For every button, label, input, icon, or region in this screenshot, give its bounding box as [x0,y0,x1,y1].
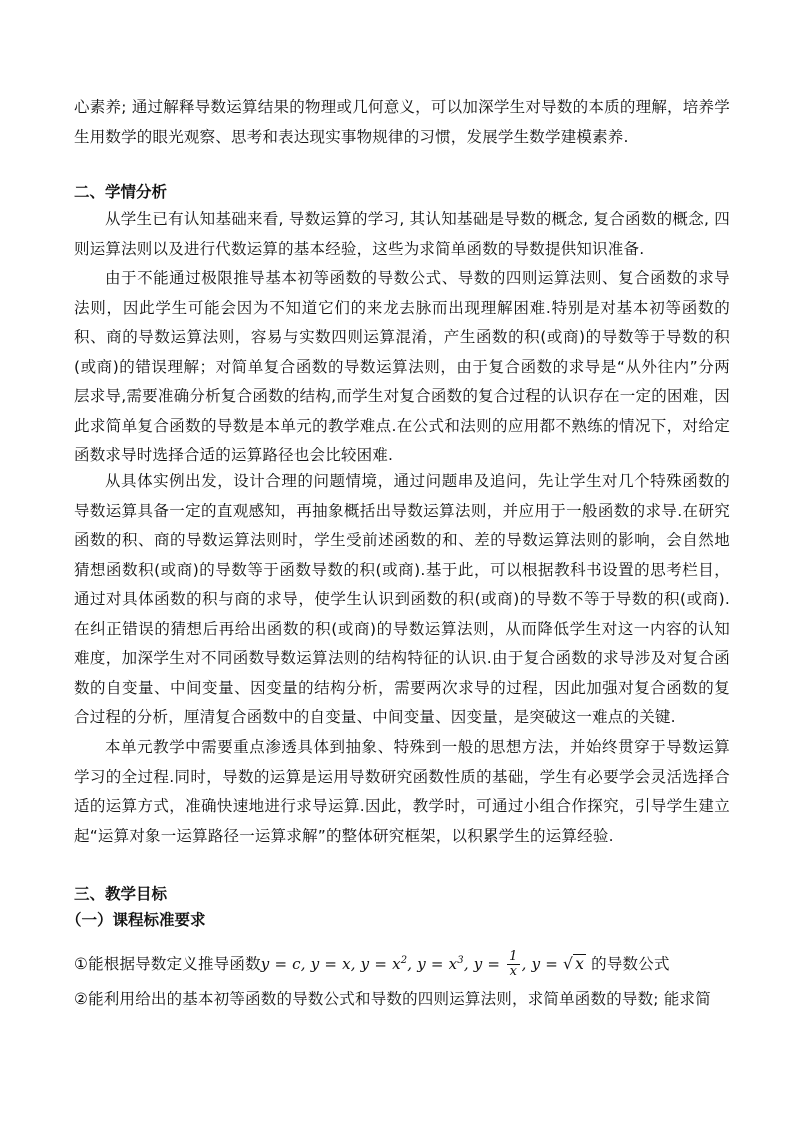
formula-part-4: , y = [521,955,563,973]
goal-item-2: ②能利用给出的基本初等函数的导数公式和导数的四则运算法则，求简单函数的导数; 能求简 [74,990,711,1008]
goal-item-1 [74,944,730,981]
paragraph-analysis-4: 本单元教学中需要重点渗透具体到抽象、特殊到一般的思想方法，并始终贯穿于导数运算学习的全过程.同时，导数的运算是运用导数研究函数性质的基础，学生有必要学会灵活选择合适的运算方式，准确快速地进行求导运算.因此，教学时，可通过小组合作探究，引导学生建立起“运算对象一运算路径一运算求解”的整体研究框架，以积累学生的运算经验. [74,738,730,845]
formula-functions [261,955,505,973]
goal-item-1-suffix: 的导数公式 [591,955,670,973]
formula-sqrt: √ x [562,955,585,973]
heading-curriculum-requirements: （一）课程标准要求 [66,911,206,929]
paragraph-analysis-3: 从具体实例出发，设计合理的问题情境，通过问题串及追问，先让学生对几个特殊函数的导数运算具备一定的直观感知，再抽象概括出导数运算法则，并应用于一般函数的求导.在研究函数的积、商的导数运算法则时，学生受前述函数的和、差的导数运算法则的影响，会自然地猜想函数积(或商)的导数等于函数导数的积(或商).基于此，可以根据教科书设置的思考栏目，通过对具体函数的积与商的求导，使学生认识到函数的积(或商)的导数不等于导数的积(或商).在纠正错误的猜想后再给出函数的积(或商)的导数运算法则，从而降低学生对这一内容的认知难度，加深学生对不同函数导数运算法则的结构特征的认识.由于复合函数的求导涉及对复合函数的自变量、中间变量、因变量的结构分析，需要两次求导的过程，因此加强对复合函数的复合过程的分析，厘清复合函数中的自变量、中间变量、因变量，是突破这一难点的关键. [74,472,730,726]
paragraph-analysis-2: 由于不能通过极限推导基本初等函数的导数公式、导数的四则运算法则、复合函数的求导法则，因此学生可能会因为不知道它们的来龙去脉而出现理解困难.特别是对基本初等函数的积、商的导数运算法则，容易与实数四则运算混淆，产生函数的积(或商)的导数等于导数的积(或商)的错误理解；对简单复合函数的导数运算法则，由于复合函数的求导是“从外往内”分两层求导,需要准确分析复合函数的结构,而学生对复合函数的复合过程的认识存在一定的困难，因此求简单复合函数的导数是本单元的教学难点.在公式和法则的应用都不熟练的情况下，对给定函数求导时选择合适的运算路径也会比较困难. [74,269,730,464]
heading-teaching-goals: 三、教学目标 [74,885,168,903]
formula-exponent-2: 2 [400,955,408,966]
formula-part-1: y = c, y = x, y = x [260,955,401,973]
heading-student-analysis: 二、学情分析 [74,183,168,201]
sqrt-radicand: x [575,955,585,973]
fraction-numerator: 1 [509,949,518,964]
fraction-denominator: x [509,964,518,979]
formula-fraction [507,950,519,979]
paragraph-analysis-1: 从学生已有认知基础来看, 导数运算的学习, 其认知基础是导数的概念, 复合函数的概念, 四则运算法则以及进行代数运算的基本经验，这些为求简单函数的导数提供知识准备. [74,210,730,258]
formula-exponent-3: 3 [457,955,464,966]
goal-item-1-prefix: ①能根据导数定义推导函数 [74,955,261,973]
paragraph-intro-continued: 心素养; 通过解释导数运算结果的物理或几何意义，可以加深学生对导数的本质的理解，培养学生用数学的眼光观察、思考和表达现实事物规律的习惯，发展学生数学建模素养. [74,98,730,146]
formula-part-3: , y = [463,955,506,973]
formula-part-2: , y = x [407,955,458,973]
